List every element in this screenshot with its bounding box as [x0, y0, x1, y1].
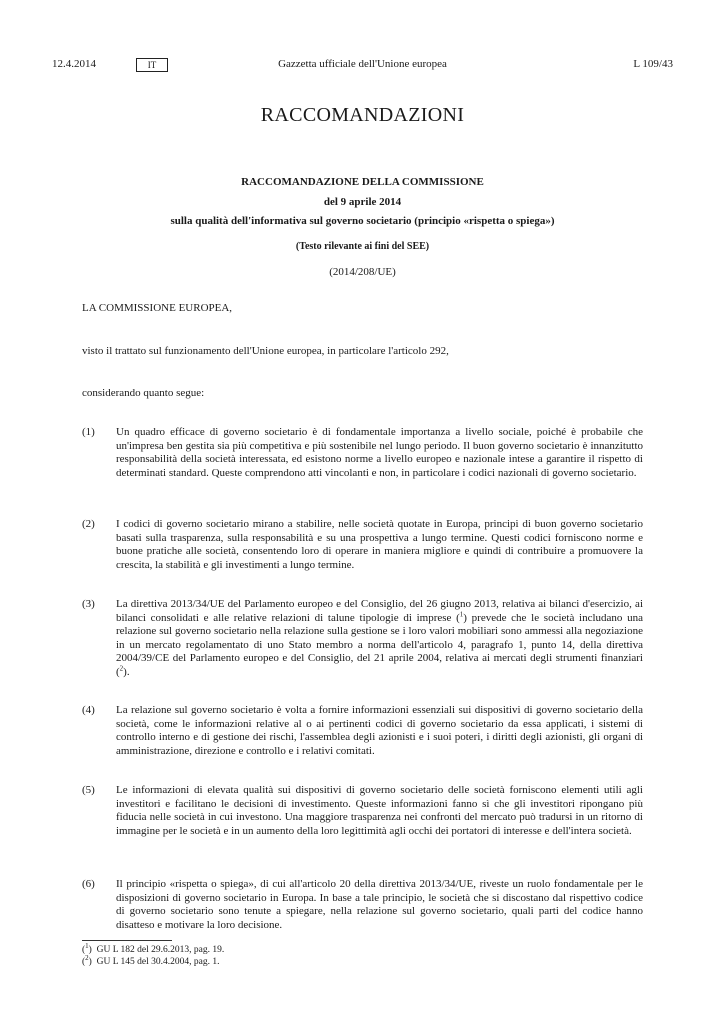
recital-6: [82, 878, 643, 932]
journal-header: [52, 58, 673, 74]
recital-text-part: La direttiva 2013/34/UE del Parlamento europeo e del Consiglio, del 26 giugno 2013, relativa ai bilanci d'esercizio, ai bilanci consolidati e alle relative relazioni di talune tipologie di imprese (: [116, 598, 643, 624]
recital-text: La relazione sul governo societario è volta a fornire informazioni essenziali sui dispositivi di governo societario della società, come le informazioni relative al o ai pertinenti codici di governo societario da essa applicati, i sistemi di controllo interno e di gestione dei rischi, l'assemblea degli azionisti e i suoi poteri, i diritti degli azionisti, gli organi di amministrazione, direzione e controllo e i relativi comitati.: [116, 704, 643, 757]
footnote-text: GU L 182 del 29.6.2013, pag. 19.: [96, 945, 225, 955]
recital-number: (2): [82, 518, 95, 530]
recital-text-part: ) prevede che le società includano una relazione sul governo societario nella relazione sulla gestione se i loro valori mobiliari sono ammessi alla negoziazione in un mercato regolamentato di uno Stato membro a norma dell'articolo 4, paragrafo 1, punto 14, della direttiva 2004/39/CE del Parlamento europeo e del Consiglio, del 21 aprile 2004, relativa ai mercati degli strumenti finanziari (: [116, 611, 643, 678]
footnote-text: GU L 145 del 30.4.2004, pag. 1.: [96, 957, 220, 967]
recital-text: Il principio «rispetta o spiega», di cui all'articolo 20 della direttiva 2013/34/UE, riveste un ruolo fondamentale per le disposizioni di governo societario in Europa. In base a tale principio, le società che si discostano dal rispettivo codice di governo societario sono tenute a spiegare, nella relazione sul governo societario, quali parti del codice hanno disatteso e motivare la loro decisione.: [116, 878, 643, 931]
footnote-1: ($^1$) GU L 182 del 29.6.2013, pag. 19.: [82, 941, 225, 955]
footnote-number: 2: [85, 953, 89, 962]
recital-1: [82, 426, 643, 480]
document-reference: (2014/208/UE): [329, 266, 396, 278]
footnote-number: 1: [85, 941, 89, 950]
section-title: RACCOMANDAZIONI: [260, 104, 465, 126]
footnote-2: ($^2$) GU L 145 del 30.4.2004, pag. 1.: [82, 953, 220, 967]
recital-text: I codici di governo societario mirano a stabilire, nelle società quotate in Europa, principi di buon governo societario basati sulla trasparenza, sulla responsabilità e su una prospettiva a lungo termine. Questi codici forniscono norme e buone pratiche alle società, consentendo loro di operare in maniera migliore e quindi di contribuire a promuovere la crescita, la stabilità e gli investimenti a lungo termine.: [116, 518, 643, 571]
eea-relevance: (Testo rilevante ai fini del SEE): [295, 241, 430, 252]
recital-number: (6): [82, 878, 95, 890]
document-date: del 9 aprile 2014: [323, 196, 402, 208]
footnote-divider: [82, 940, 172, 941]
document-type: RACCOMANDAZIONE DELLA COMMISSIONE: [241, 176, 484, 188]
recital-text-part: ).: [123, 665, 130, 678]
document-subject: sulla qualità dell'informativa sul governo societario (principio «rispetta o spiega»): [170, 215, 555, 227]
recital-3: [82, 598, 643, 680]
publication-date: 12.4.2014: [52, 58, 96, 70]
preamble-visto: visto il trattato sul funzionamento dell'Unione europea, in particolare l'articolo 292,: [82, 345, 449, 357]
preamble-considerando: considerando quanto segue:: [82, 387, 205, 399]
recital-5: [82, 784, 643, 838]
recital-number: (1): [82, 426, 95, 438]
recital-4: [82, 704, 643, 758]
recital-number: (5): [82, 784, 95, 796]
recital-number: (3): [82, 598, 95, 610]
preamble-author: LA COMMISSIONE EUROPEA,: [82, 302, 233, 314]
journal-title: Gazzetta ufficiale dell'Unione europea: [278, 58, 447, 70]
recital-text: [116, 598, 643, 680]
recital-text: Le informazioni di elevata qualità sui dispositivi di governo societario delle società forniscono elementi utili agli investitori e facilitano le decisioni di investimento. Queste informazioni fanno sì che gli investitori ripongano più fiducia nelle società in cui investono. Una maggiore trasparenza nei confronti del mercato può tradursi in un ritorno di immagine per le società e in un aumento della loro legittimità agli occhi dei portatori di interesse e dell'intera società.: [116, 784, 643, 837]
language-badge: IT: [136, 58, 168, 72]
page-reference: L 109/43: [633, 58, 673, 70]
recital-2: [82, 518, 643, 572]
footnote-ref-1[interactable]: 1: [459, 609, 464, 618]
recital-text: Un quadro efficace di governo societario è di fondamentale importanza a livello sociale, poiché è probabile che un'impresa ben gestita sia più competitiva e più sostenibile nel lungo periodo. Il buon governo societario è innanzitutto responsabilità della società interessata, ed esistono norme a livello europeo e nazionale intese a garantire il rispetto di determinati standard. Queste comprendono atti vincolanti e non, in particolare i codici nazionali di governo societario.: [116, 426, 643, 479]
recital-number: (4): [82, 704, 95, 716]
footnote-ref-2[interactable]: 2: [119, 664, 124, 673]
